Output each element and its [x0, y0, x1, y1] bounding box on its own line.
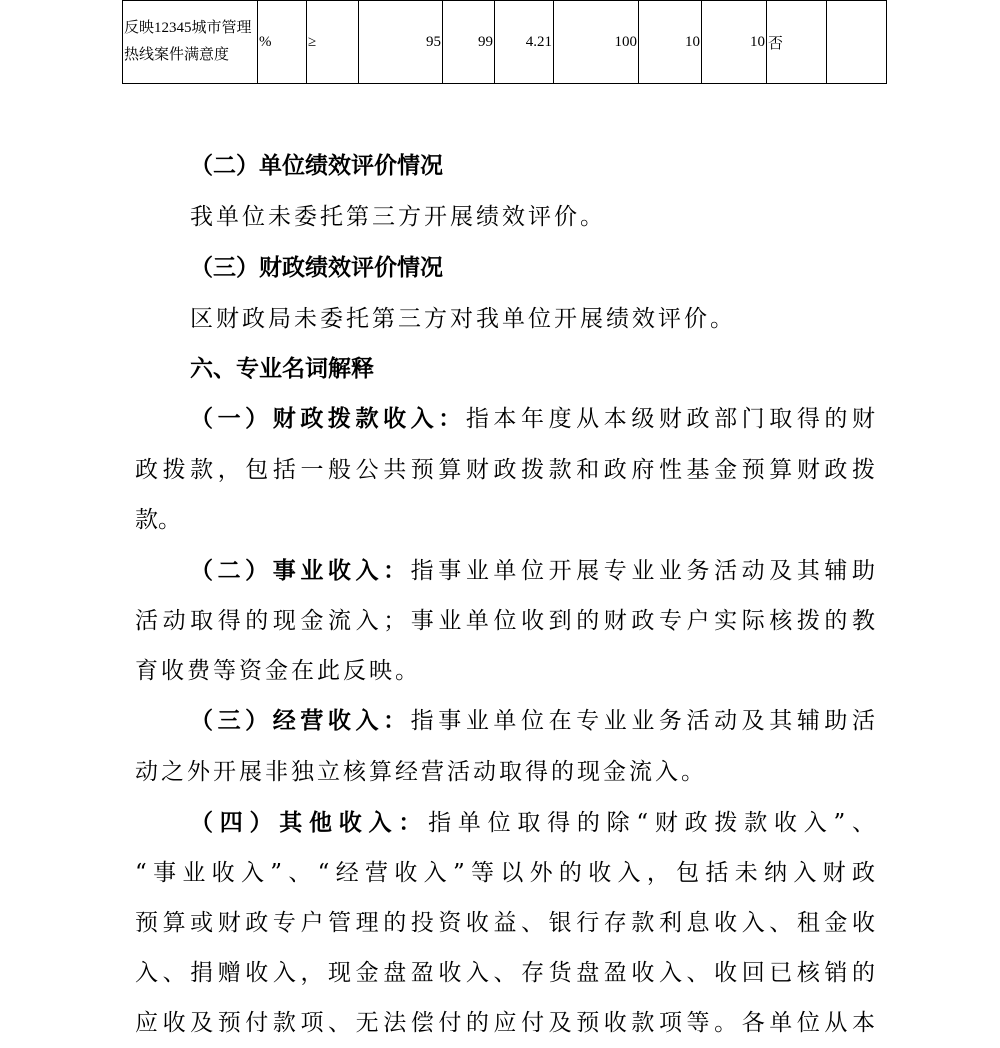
unit-cell: % — [258, 1, 307, 84]
flag-cell: 否 — [767, 1, 827, 84]
actual-cell: 99 — [443, 1, 495, 84]
paragraph-line: （四）其他收入：指单位取得的除“财政拨款收入”、 — [190, 809, 875, 836]
paragraph-line: 预算或财政专户管理的投资收益、银行存款利息收入、租金收 — [135, 910, 875, 936]
chapter-heading: 六、专业名词解释 — [190, 355, 374, 382]
paragraph-line: 动之外开展非独立核算经营活动取得的现金流入。 — [135, 759, 707, 785]
target-cell: 95 — [359, 1, 443, 84]
remark-cell — [827, 1, 887, 84]
paragraph-line: 育收费等资金在此反映。 — [135, 658, 421, 684]
paragraph-line: 款。 — [135, 507, 181, 533]
section-heading: （三）财政绩效评价情况 — [190, 254, 443, 281]
operator-cell: ≥ — [307, 1, 359, 84]
paragraph-line: “事业收入”、“经营收入”等以外的收入，包括未纳入财政 — [135, 860, 875, 886]
value-cell: 10 — [702, 1, 767, 84]
paragraph-line: 政拨款，包括一般公共预算财政拨款和政府性基金预算财政拨 — [135, 457, 875, 483]
indicator-name: 反映12345城市管理热线案件满意度 — [123, 1, 258, 84]
paragraph-line: （二）事业收入：指事业单位开展专业业务活动及其辅助 — [190, 557, 876, 584]
paragraph-line: 我单位未委托第三方开展绩效评价。 — [190, 204, 606, 230]
paragraph-line: 区财政局未委托第三方对我单位开展绩效评价。 — [190, 306, 736, 332]
paragraph-line: 入、捐赠收入，现金盘盈收入、存货盘盈收入、收回已核销的 — [135, 960, 875, 986]
paragraph-line: （一）财政拨款收入：指本年度从本级财政部门取得的财 — [190, 405, 876, 432]
value-cell: 4.21 — [495, 1, 554, 84]
value-cell: 100 — [554, 1, 639, 84]
section-heading: （二）单位绩效评价情况 — [190, 152, 443, 179]
performance-table — [122, 0, 887, 84]
table-row — [123, 1, 887, 84]
paragraph-line: 应收及预付款项、无法偿付的应付及预收款项等。各单位从本 — [135, 1010, 875, 1036]
paragraph-line: 活动取得的现金流入；事业单位收到的财政专户实际核拨的教 — [135, 608, 875, 634]
paragraph-line: （三）经营收入：指事业单位在专业业务活动及其辅助活 — [190, 707, 876, 734]
value-cell: 10 — [639, 1, 702, 84]
